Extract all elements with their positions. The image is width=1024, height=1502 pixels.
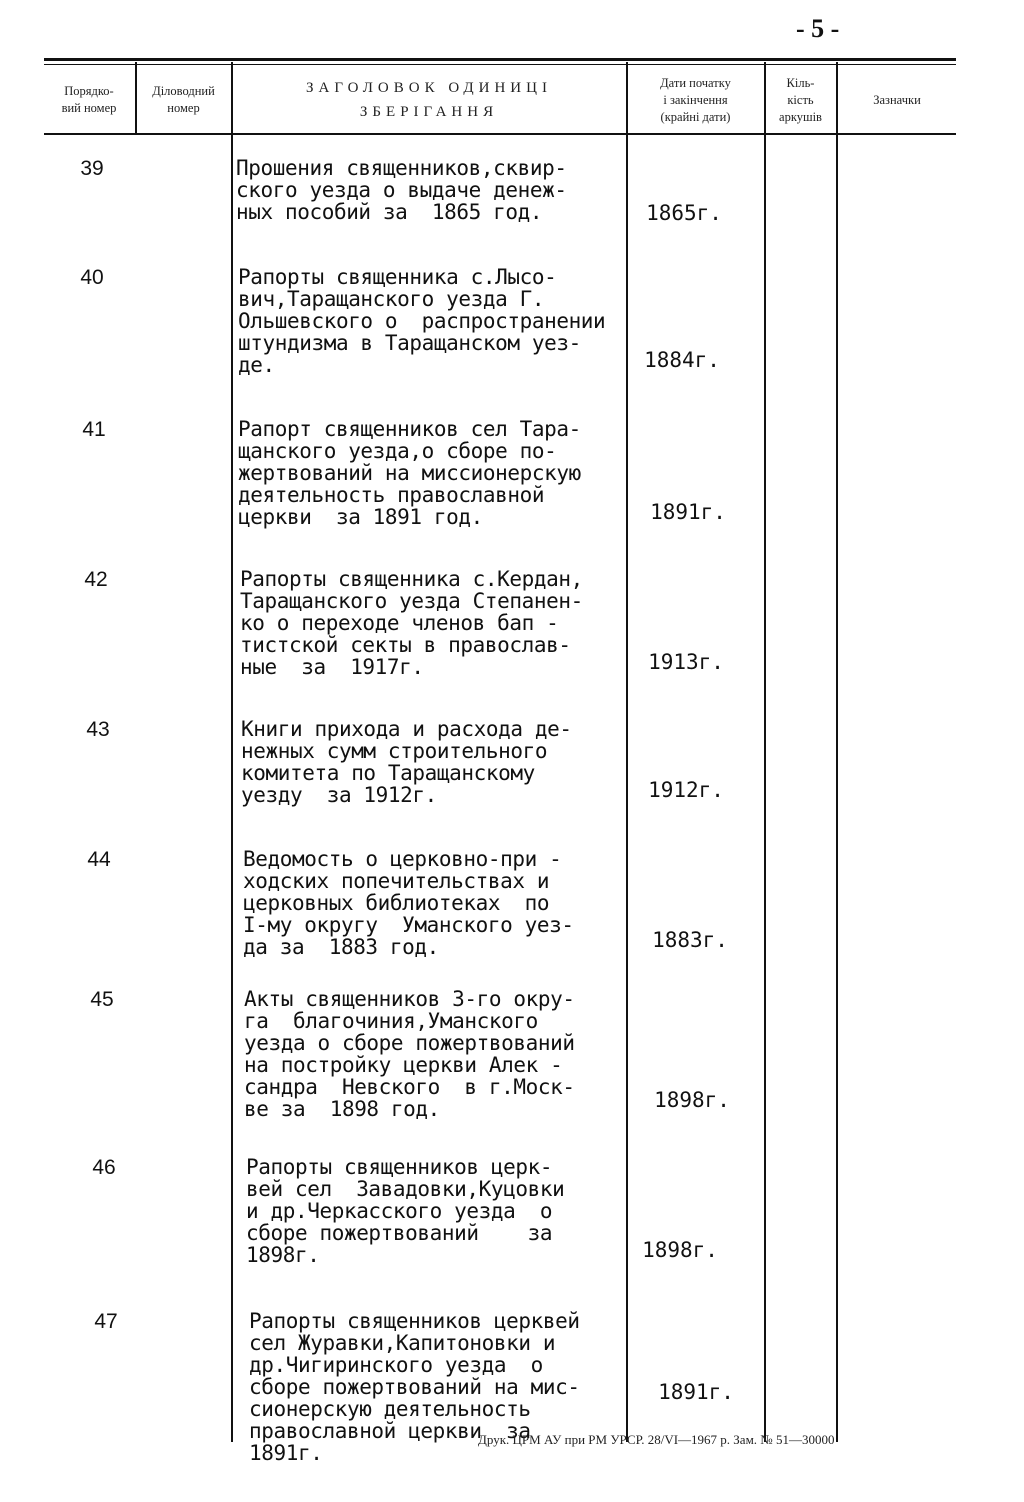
row-number: 42 xyxy=(84,568,108,591)
top-rule-thin xyxy=(44,64,956,65)
header-office-number: Діловодний номер xyxy=(152,84,215,115)
header-rule xyxy=(44,133,956,135)
row-date: 1891г. xyxy=(658,1380,734,1404)
row-title: Рапорты священника с.Лысо- вич,Таращанского уезда Г. Ольшевского о распространении штундизма в Таращанском уез- де. xyxy=(238,265,606,377)
row-date: 1912г. xyxy=(648,778,724,802)
print-footer: Друк. ЦРМ АУ при РМ УРСР. 28/VI—1967 р. Зам. № 51—30000 xyxy=(478,1432,835,1447)
row-title: Книги прихода и расхода де- нежных сумм строительного комитета по Таращанскому уезду за 1912г. xyxy=(241,717,572,807)
row-title: Прошения священников,сквир- ского уезда о выдаче денеж- ных пособий за 1865 год. xyxy=(236,156,567,224)
row-number: 43 xyxy=(86,718,110,741)
header-notes: Зазначки xyxy=(873,92,921,107)
row-number: 45 xyxy=(90,988,114,1011)
column-divider xyxy=(764,62,766,1442)
row-number: 46 xyxy=(92,1156,116,1179)
row-title: Рапорты священников церк- вей сел Завадовки,Куцовки и др.Черкасского уезда о сборе пожертвований за 1898г. xyxy=(246,1155,565,1267)
row-number: 44 xyxy=(87,848,111,871)
top-rule xyxy=(44,58,956,61)
row-title: Рапорты священника с.Кердан, Таращанского уезда Степанен- ко о переходе членов бап - тистской секты в православ- ные за 1917г. xyxy=(240,567,583,679)
header-sheet-count: Кіль- кість аркушів xyxy=(779,75,822,124)
row-title: Акты священников 3-го окру- га благочиния,Уманского уезда о сборе пожертвований на постройку церкви Алек - сандра Невского в г.Моск- ве за 1898 год. xyxy=(244,987,575,1121)
header-unit-title: ЗАГОЛОВОК ОДИНИЦІ ЗБЕРІГАННЯ xyxy=(306,80,552,120)
row-number: 39 xyxy=(80,157,104,180)
row-number: 41 xyxy=(82,418,106,441)
row-date: 1898г. xyxy=(654,1088,730,1112)
row-date: 1898г. xyxy=(642,1238,718,1262)
row-date: 1891г. xyxy=(650,500,726,524)
row-number: 40 xyxy=(80,266,104,289)
row-date: 1884г. xyxy=(644,348,720,372)
page-number: - 5 - xyxy=(796,14,840,43)
row-number: 47 xyxy=(94,1310,118,1333)
row-date: 1883г. xyxy=(652,928,728,952)
column-divider xyxy=(836,62,838,1442)
header-order-number: Порядко- вий номер xyxy=(61,84,117,115)
row-title: Рапорты священников церквей сел Журавки,Капитоновки и др.Чигиринского уезда о сборе пожертвований на мис- сионерскую деятельность православной церкви за 1891г. xyxy=(249,1309,580,1465)
header-dates: Дати початку і закінчення (крайні дати) xyxy=(660,75,731,124)
row-title: Ведомость о церковно-при - ходских попечительствах и церковных библиотеках по I-му округу Уманского уез- да за 1883 год. xyxy=(243,847,574,959)
column-divider xyxy=(231,62,233,1442)
row-date: 1865г. xyxy=(646,201,722,225)
row-date: 1913г. xyxy=(648,650,724,674)
row-title: Рапорт священников сел Тара- щанского уезда,о сборе по- жертвований на миссионерскую деятельность православной церкви за 1891 год. xyxy=(238,417,581,529)
